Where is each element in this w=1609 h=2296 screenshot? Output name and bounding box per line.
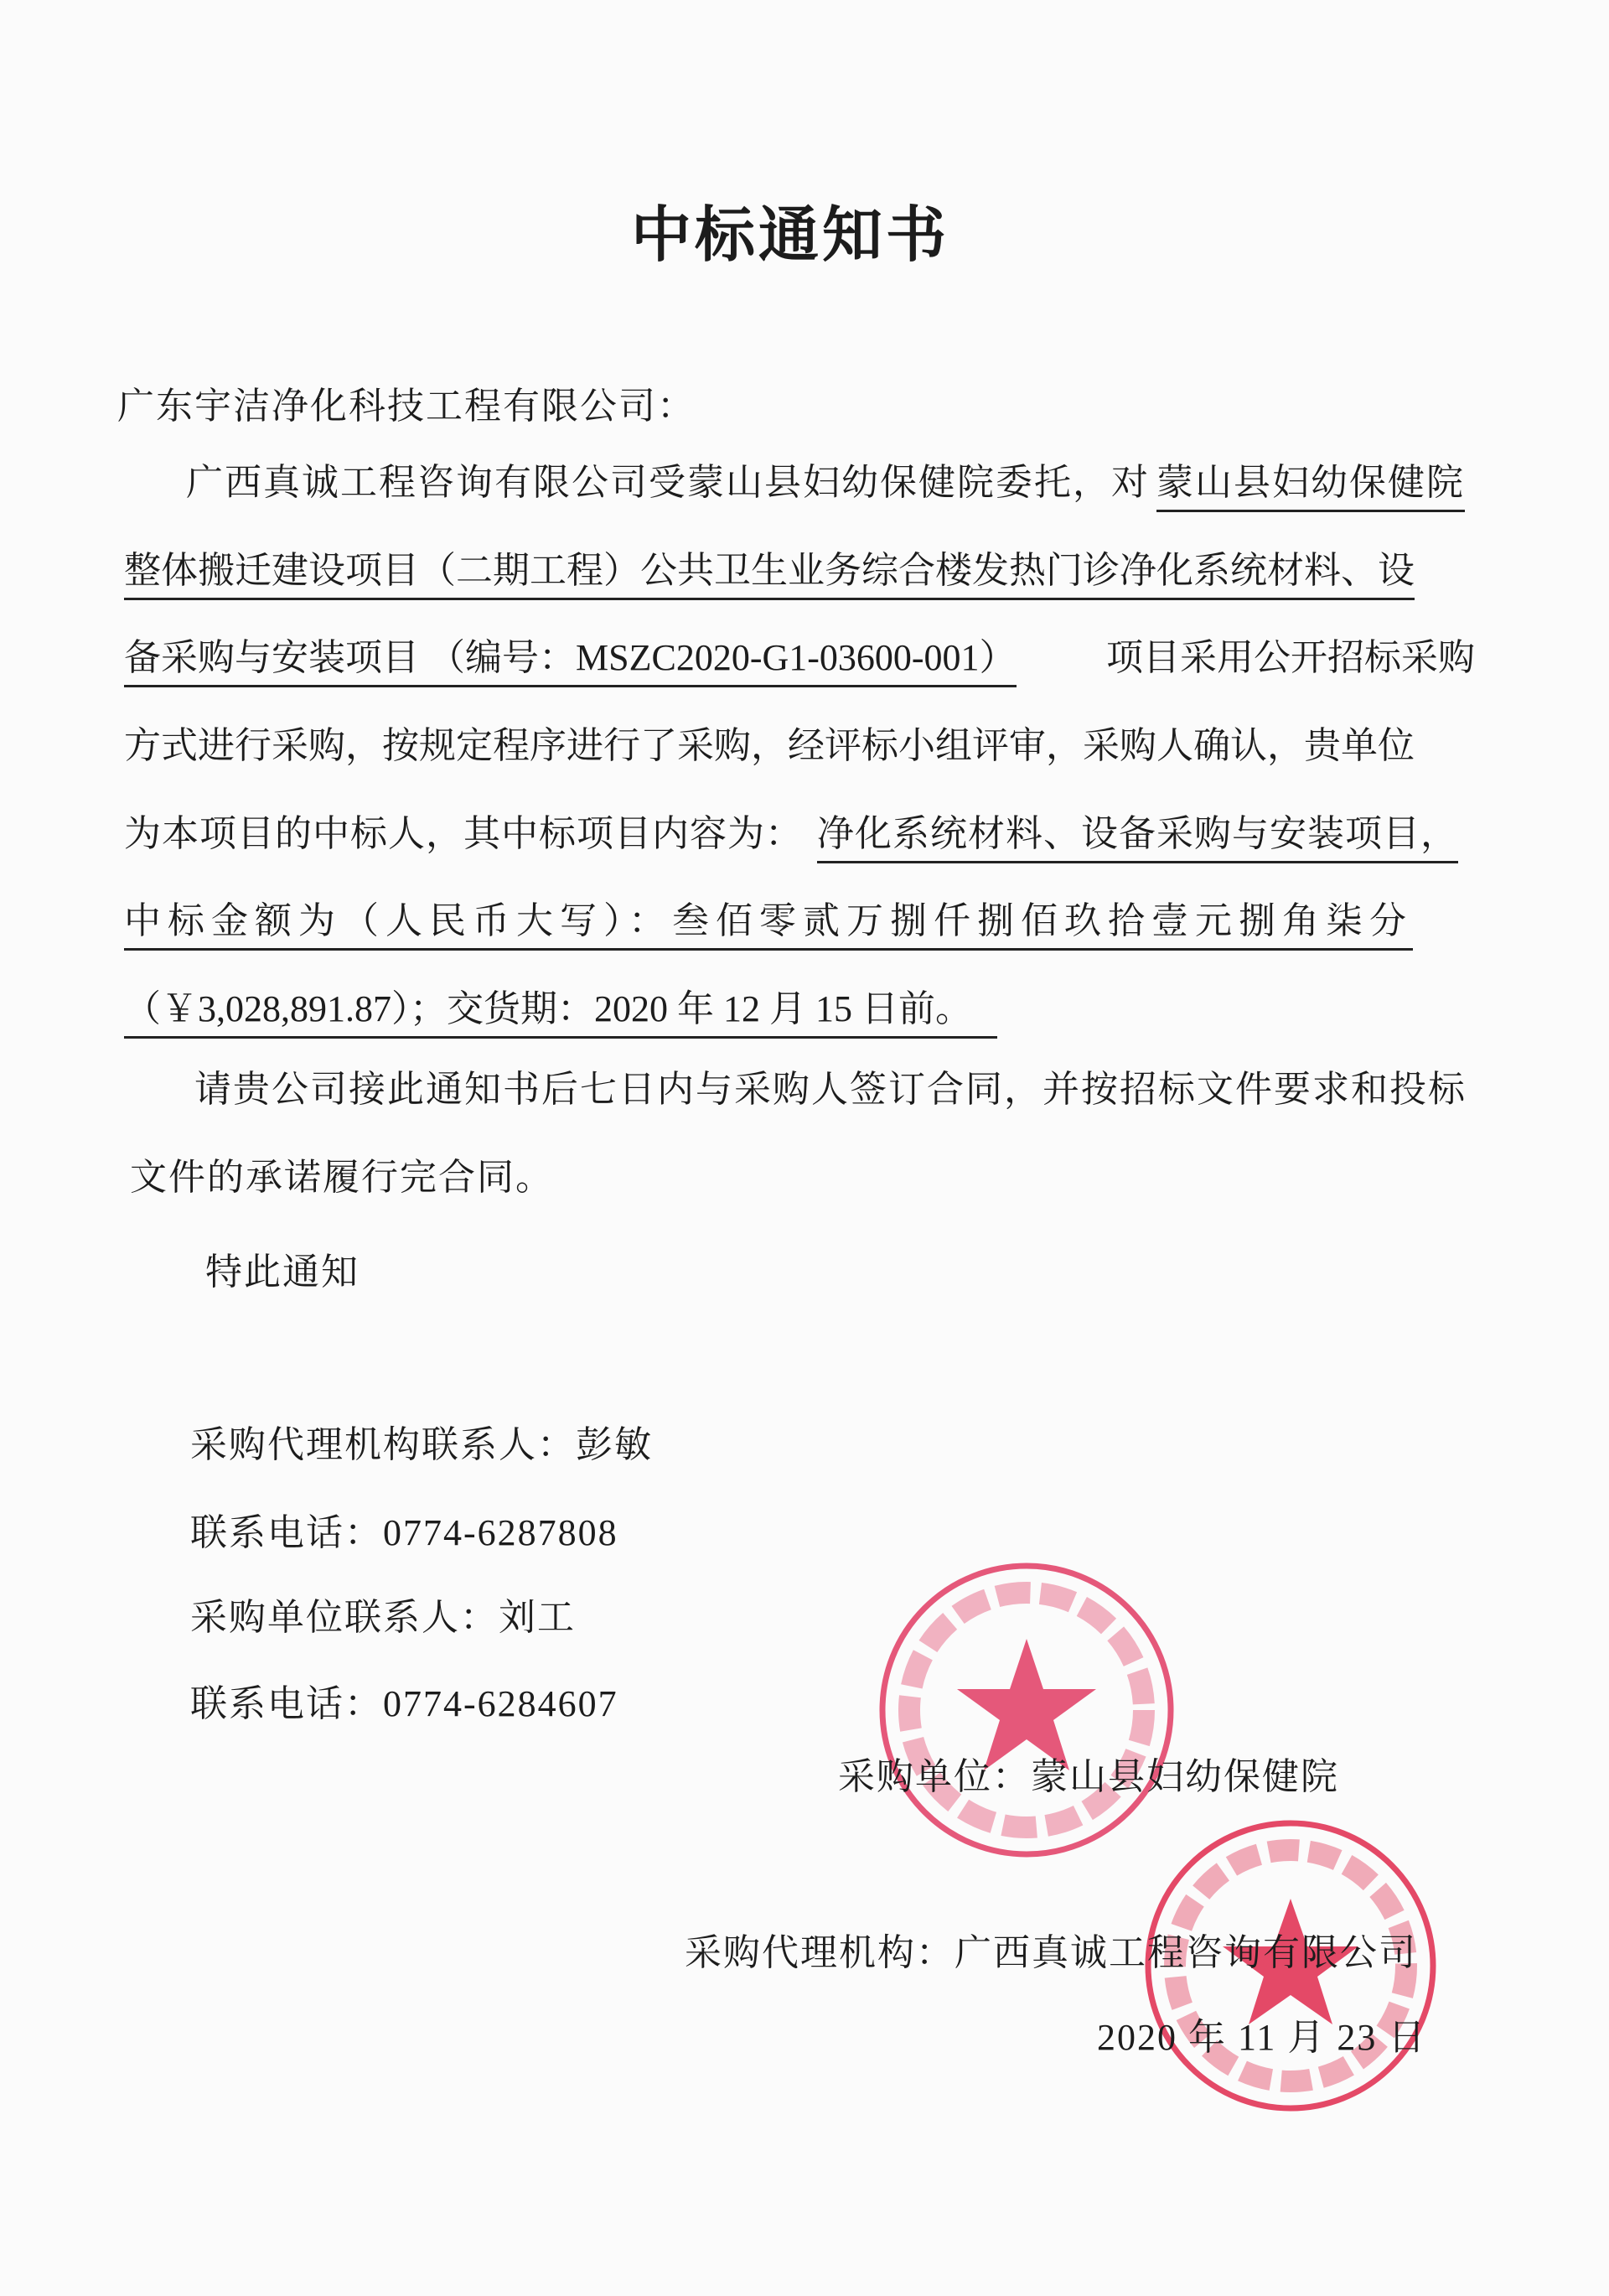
signature-date: 2020 年 11 月 23 日 (1097, 2017, 1427, 2058)
body-line-3-text: 项目采用公开招标采购 (1106, 637, 1475, 678)
project-code-underlined: 备采购与安装项目 （编号：MSZC2020-G1-03600-001） (124, 633, 1017, 687)
project-name-underlined: 蒙山县妇幼保健院 (1156, 458, 1465, 512)
recipient: 广东宇洁净化科技工程有限公司： (117, 386, 696, 427)
page-title: 中标通知书 (630, 200, 949, 270)
agent-contact: 采购代理机构联系人：彭敏 (190, 1424, 653, 1465)
buyer-contact: 采购单位联系人：刘工 (190, 1597, 576, 1638)
award-amount-underlined: 中标金额为（人民币大写）：叁佰零贰万捌仟捌佰玖拾壹元捌角柒分 (124, 896, 1413, 951)
agent-phone: 联系电话：0774-6287808 (190, 1512, 618, 1553)
agent-signature: 采购代理机构：广西真诚工程咨询有限公司 (685, 1932, 1417, 1973)
buyer-phone: 联系电话：0774-6284607 (190, 1683, 618, 1724)
award-amount-figure: （￥3,028,891.87）；交货期：2020 年 12 月 15 日前。 (124, 984, 997, 1039)
body-para-2-line-2: 文件的承诺履行完合同。 (130, 1157, 554, 1198)
body-line-5-text: 为本项目的中标人，其中标项目内容为： (124, 813, 803, 854)
body-line-2-project-name: 整体搬迁建设项目（二期工程）公共卫生业务综合楼发热门诊净化系统材料、设 (124, 546, 1415, 600)
body-line-1-text: 广西真诚工程咨询有限公司受蒙山县妇幼保健院委托，对 (186, 462, 1150, 503)
award-content-underlined: 净化系统材料、设备采购与安装项目， (817, 809, 1458, 863)
body-para-2-line-1: 请贵公司接此通知书后七日内与采购人签订合同，并按招标文件要求和投标 (194, 1069, 1467, 1110)
buyer-signature: 采购单位：蒙山县妇幼保健院 (838, 1756, 1339, 1797)
notice-text: 特此通知 (205, 1252, 360, 1293)
body-line-4: 方式进行采购，按规定程序进行了采购，经评标小组评审，采购人确认，贵单位 (124, 725, 1415, 766)
